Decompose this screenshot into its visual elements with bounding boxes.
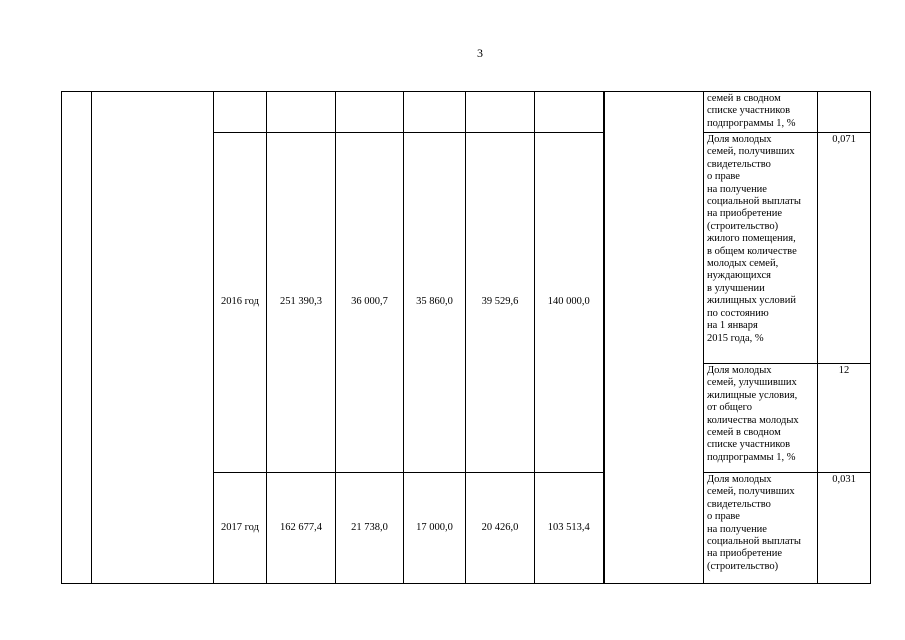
total-2017: 162 677,4 — [267, 473, 336, 584]
cell-year — [214, 92, 267, 133]
program-table — [61, 91, 871, 584]
c1-2017: 21 738,0 — [336, 473, 404, 584]
cell-total — [267, 92, 336, 133]
cell-task — [92, 92, 214, 584]
cell-executor — [604, 92, 704, 584]
c4-2017: 103 513,4 — [535, 473, 604, 584]
c4-2016: 140 000,0 — [535, 133, 604, 473]
indicator-cell — [704, 364, 818, 473]
indicator-text: Доля молодых семей, получивших свидетельство о праве на получение социальной выплаты на приобретение (строительство) — [707, 474, 801, 572]
c2-2016: 35 860,0 — [404, 133, 466, 473]
indicator-value: 12 — [818, 364, 871, 473]
cell-c4 — [535, 92, 604, 133]
page-number: 3 — [477, 46, 483, 60]
indicator-value: 0,071 — [818, 133, 871, 364]
indicator-text: семей в сводном списке участников подпрограммы 1, % — [707, 93, 796, 129]
cell-c3 — [466, 92, 535, 133]
cell-c1 — [336, 92, 404, 133]
c3-2017: 20 426,0 — [466, 473, 535, 584]
indicator-text: Доля молодых семей, улучшивших жилищные условия, от общего количества молодых семей в сводном списке участников подпрограммы 1, % — [707, 365, 799, 463]
year-2016: 2016 год — [214, 133, 267, 473]
indicator-cell — [704, 133, 818, 364]
table-row-carry — [62, 92, 871, 133]
indicator-value — [818, 92, 871, 133]
year-2017: 2017 год — [214, 473, 267, 584]
c3-2016: 39 529,6 — [466, 133, 535, 473]
cell-c2 — [404, 92, 466, 133]
indicator-text: Доля молодых семей, получивших свидетельство о праве на получение социальной выплаты на приобретение (строительство) жилого помещения, в общем количестве молодых семей, нуждающихся в улучшении жилищных условий по состоянию на 1 января 2015 года, % — [707, 134, 801, 344]
indicator-cell — [704, 92, 818, 133]
cell-number — [62, 92, 92, 584]
indicator-cell — [704, 473, 818, 584]
c1-2016: 36 000,7 — [336, 133, 404, 473]
c2-2017: 17 000,0 — [404, 473, 466, 584]
indicator-value: 0,031 — [818, 473, 871, 584]
total-2016: 251 390,3 — [267, 133, 336, 473]
